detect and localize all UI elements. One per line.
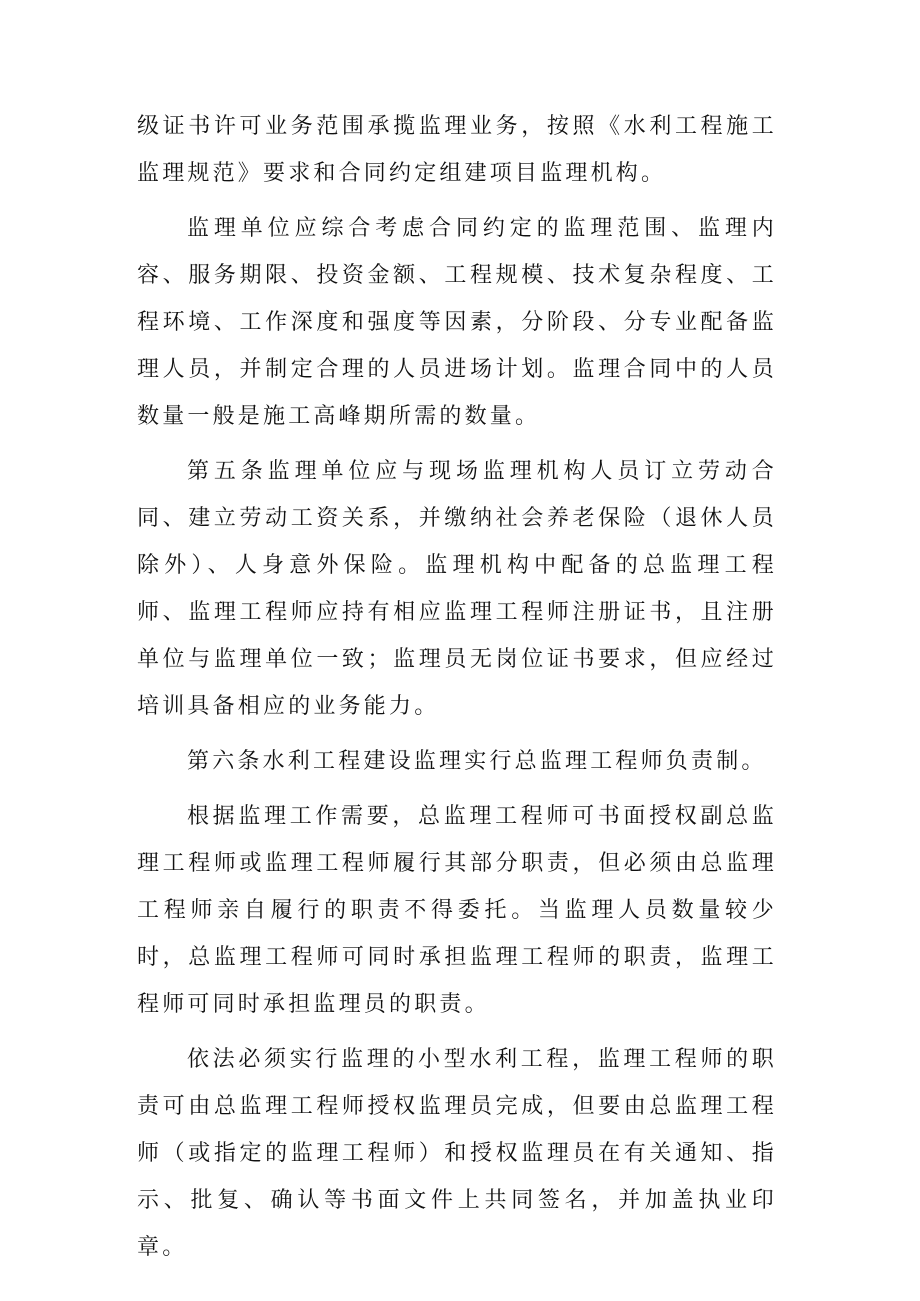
document-body [137, 103, 777, 1279]
paragraph-authorization: 根据监理工作需要，总监理工程师可书面授权副总监理工程师或监理工程师履行其部分职责，但必须由总监理工程师亲自履行的职责不得委托。当监理人员数量较少时，总监理工程师可同时承担监理工程师的职责，监理工程师可同时承担监理员的职责。 [137, 804, 777, 1017]
paragraph-continued: 级证书许可业务范围承揽监理业务，按照《水利工程施工监理规范》要求和合同约定组建项目监理机构。 [137, 114, 777, 186]
paragraph-staffing: 监理单位应综合考虑合同约定的监理范围、监理内容、服务期限、投资金额、工程规模、技术复杂程度、工程环境、工作深度和强度等因素，分阶段、分专业配备监理人员，并制定合理的人员进场计划。监理合同中的人员数量一般是施工高峰期所需的数量。 [137, 216, 777, 429]
paragraph-article-5: 第五条监理单位应与现场监理机构人员订立劳动合同、建立劳动工资关系，并缴纳社会养老保险（退休人员除外）、人身意外保险。监理机构中配备的总监理工程师、监理工程师应持有相应监理工程师注册证书，且注册单位与监理单位一致；监理员无岗位证书要求，但应经过培训具备相应的业务能力。 [137, 459, 777, 719]
paragraph-article-6: 第六条水利工程建设监理实行总监理工程师负责制。 [187, 749, 767, 774]
paragraph-small-projects: 依法必须实行监理的小型水利工程，监理工程师的职责可由总监理工程师授权监理员完成，但要由总监理工程师（或指定的监理工程师）和授权监理员在有关通知、指示、批复、确认等书面文件上共同签名，并加盖执业印章。 [137, 1047, 777, 1260]
